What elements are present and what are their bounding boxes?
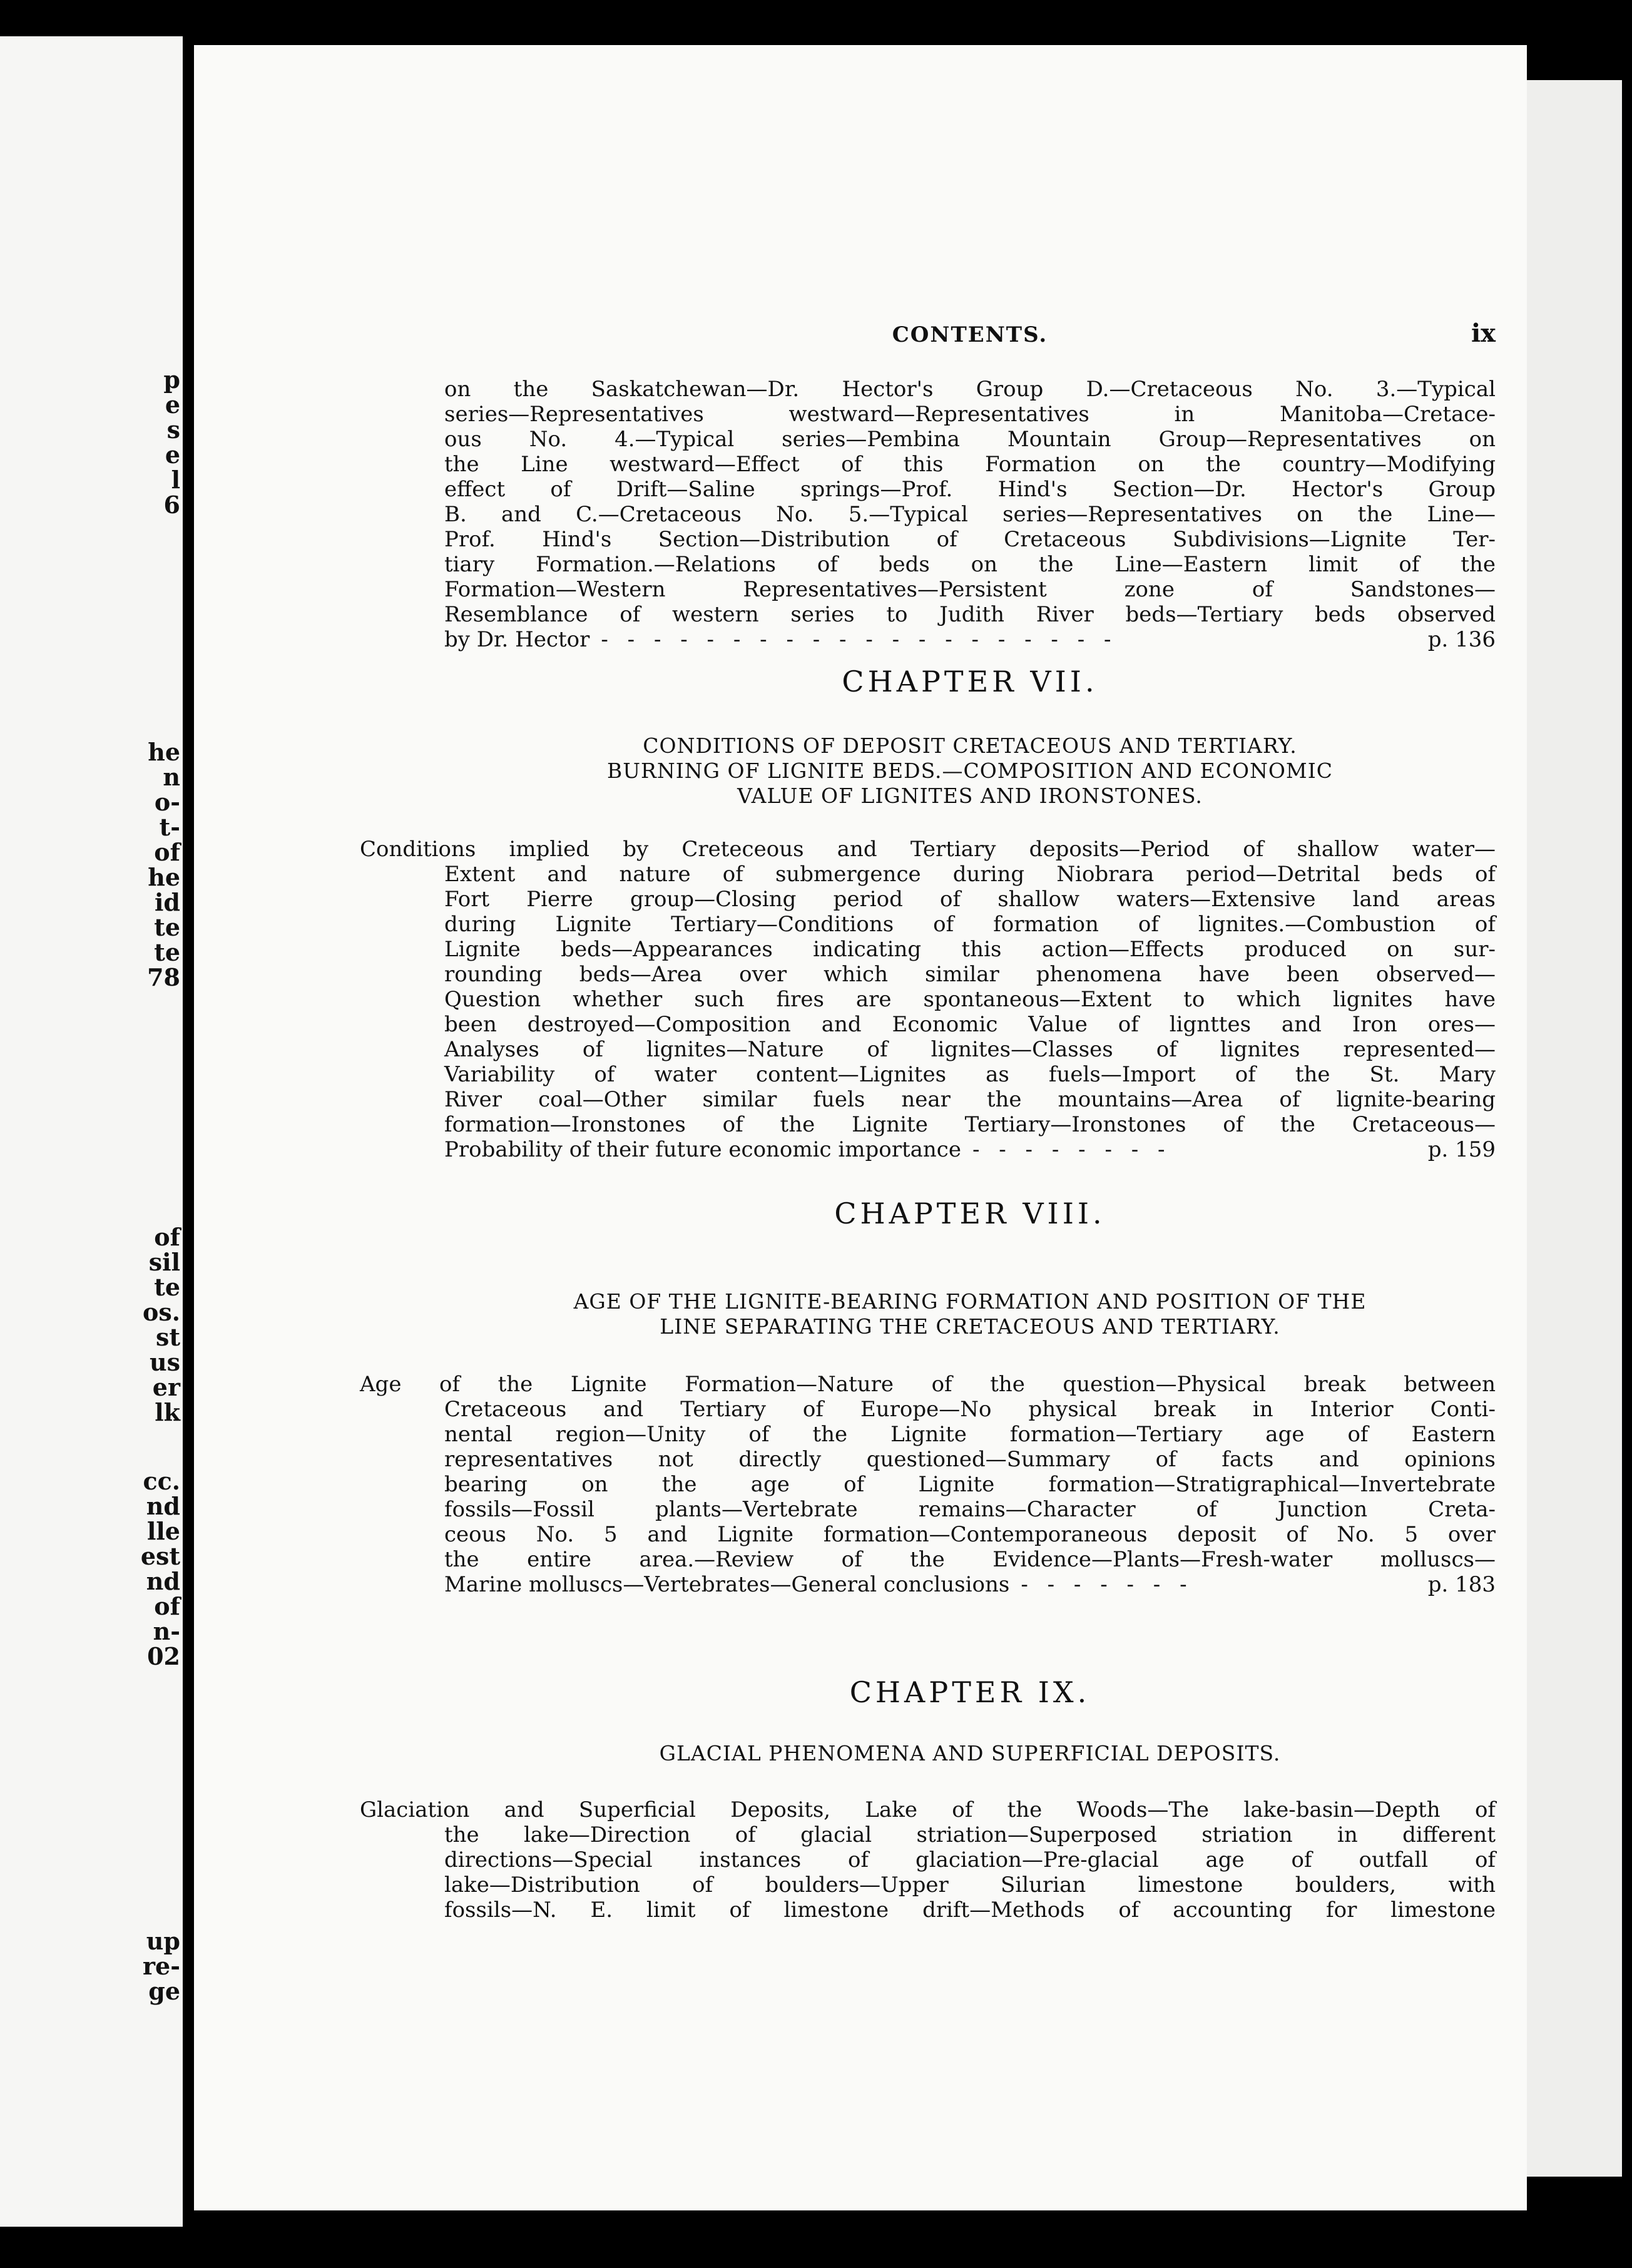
adjacent-page-edge bbox=[0, 36, 183, 2227]
chapter-title-line: AGE OF THE LIGNITE-BEARING FORMATION AND POSITION OF THE bbox=[573, 1289, 1367, 1314]
edge-fragment: ge bbox=[148, 1977, 180, 2005]
chapter-title-line: LINE SEPARATING THE CRETACEOUS AND TERTIARY. bbox=[660, 1314, 1280, 1339]
edge-fragment: id bbox=[154, 888, 180, 916]
page-reference: p. 136 bbox=[1427, 627, 1496, 652]
toc-line-with-page bbox=[444, 627, 1496, 652]
toc-entry-chapter-6 bbox=[444, 377, 1496, 652]
edge-fragment: e bbox=[165, 441, 180, 469]
edge-fragment: 02 bbox=[147, 1642, 180, 1670]
chapter-heading: CHAPTER VIII. bbox=[834, 1197, 1106, 1230]
edge-fragment: te bbox=[154, 913, 180, 941]
toc-line: tiary Formation.—Relations of beds on the Line—Eastern limit of the bbox=[444, 552, 1496, 577]
toc-line: ceous No. 5 and Lignite formation—Contemporaneous deposit of No. 5 over bbox=[444, 1522, 1496, 1547]
toc-entry-chapter-9 bbox=[360, 1797, 1496, 1923]
edge-fragment: nd bbox=[146, 1567, 180, 1595]
dot-leader: - - - - - - - - - - - - - - - - - - - - bbox=[601, 627, 1118, 652]
edge-fragment: s bbox=[166, 416, 180, 444]
edge-fragment: of bbox=[154, 1223, 180, 1251]
toc-line: Prof. Hind's Section—Distribution of Cretaceous Subdivisions—Lignite Ter- bbox=[444, 527, 1496, 552]
toc-line: representatives not directly questioned—Summary of facts and opinions bbox=[444, 1447, 1496, 1472]
toc-entry-chapter-7 bbox=[360, 837, 1496, 1162]
chapter-heading: CHAPTER IX. bbox=[849, 1675, 1091, 1709]
toc-line-text: by Dr. Hector bbox=[444, 627, 590, 652]
toc-line: Resemblance of western series to Judith River beds—Tertiary beds observed bbox=[444, 602, 1496, 627]
toc-line: Glaciation and Superficial Deposits, Lake of the Woods—The lake-basin—Depth of bbox=[360, 1797, 1496, 1822]
toc-line-with-page bbox=[360, 1137, 1496, 1162]
toc-line: lake—Distribution of boulders—Upper Silurian limestone boulders, with bbox=[444, 1872, 1496, 1898]
toc-line: Variability of water content—Lignites as fuels—Import of the St. Mary bbox=[444, 1062, 1496, 1087]
edge-fragment: te bbox=[154, 1273, 180, 1301]
edge-fragment: 6 bbox=[163, 491, 180, 519]
toc-line: bearing on the age of Lignite formation—Stratigraphical—Invertebrate bbox=[444, 1472, 1496, 1497]
toc-line: Question whether such fires are spontaneous—Extent to which lignites have bbox=[444, 987, 1496, 1012]
toc-line: River coal—Other similar fuels near the mountains—Area of lignite-bearing bbox=[444, 1087, 1496, 1112]
edge-fragment: us bbox=[149, 1348, 180, 1376]
edge-fragment: lle bbox=[146, 1517, 180, 1545]
edge-fragment: 78 bbox=[147, 963, 180, 991]
toc-line: the Line westward—Effect of this Formation on the country—Modifying bbox=[444, 452, 1496, 477]
page-reference: p. 183 bbox=[1427, 1572, 1496, 1597]
edge-fragment: n- bbox=[153, 1617, 180, 1645]
toc-line: the lake—Direction of glacial striation—Superposed striation in different bbox=[444, 1822, 1496, 1847]
toc-line: ous No. 4.—Typical series—Pembina Mountain Group—Representatives on bbox=[444, 427, 1496, 452]
toc-line: Conditions implied by Creteceous and Tertiary deposits—Period of shallow water— bbox=[360, 837, 1496, 862]
toc-line: Extent and nature of submergence during Niobrara period—Detrital beds of bbox=[444, 862, 1496, 887]
toc-line-text: Probability of their future economic importance bbox=[444, 1137, 961, 1162]
toc-line: B. and C.—Cretaceous No. 5.—Typical series—Representatives on the Line— bbox=[444, 502, 1496, 527]
dot-leader: - - - - - - - bbox=[1021, 1572, 1193, 1597]
toc-line: Fort Pierre group—Closing period of shallow waters—Extensive land areas bbox=[444, 887, 1496, 912]
edge-fragment: p bbox=[163, 365, 180, 394]
toc-line: the entire area.—Review of the Evidence—Plants—Fresh-water molluscs— bbox=[444, 1547, 1496, 1572]
edge-fragment: er bbox=[152, 1373, 180, 1401]
edge-fragment: he bbox=[148, 863, 180, 891]
page-reference: p. 159 bbox=[1427, 1137, 1496, 1162]
dot-leader: - - - - - - - - bbox=[972, 1137, 1171, 1162]
toc-line: fossils—N. E. limit of limestone drift—Methods of accounting for limestone bbox=[444, 1898, 1496, 1923]
edge-fragment: re- bbox=[143, 1952, 180, 1980]
edge-fragment: cc. bbox=[143, 1467, 180, 1495]
toc-line: been destroyed—Composition and Economic Value of lignttes and Iron ores— bbox=[444, 1012, 1496, 1037]
chapter-title-line: VALUE OF LIGNITES AND IRONSTONES. bbox=[737, 784, 1203, 808]
edge-fragment: os. bbox=[143, 1298, 180, 1326]
edge-fragment: nd bbox=[146, 1492, 180, 1520]
edge-fragment: sil bbox=[148, 1248, 180, 1276]
edge-fragment: t- bbox=[159, 813, 180, 841]
toc-line: formation—Ironstones of the Lignite Tertiary—Ironstones of the Cretaceous— bbox=[444, 1112, 1496, 1137]
edge-fragment: e bbox=[165, 391, 180, 419]
toc-line: Age of the Lignite Formation—Nature of the question—Physical break between bbox=[360, 1372, 1496, 1397]
chapter-title-line: GLACIAL PHENOMENA AND SUPERFICIAL DEPOSITS. bbox=[659, 1741, 1281, 1765]
chapter-title bbox=[444, 1289, 1496, 1339]
chapter-title bbox=[444, 1741, 1496, 1766]
edge-fragment: te bbox=[154, 938, 180, 966]
toc-line: during Lignite Tertiary—Conditions of formation of lignites.—Combustion of bbox=[444, 912, 1496, 937]
toc-line: Lignite beds—Appearances indicating this action—Effects produced on sur- bbox=[444, 937, 1496, 962]
running-head bbox=[444, 319, 1496, 354]
edge-fragment: he bbox=[148, 738, 180, 766]
edge-fragment: of bbox=[154, 1592, 180, 1620]
edge-fragment: est bbox=[140, 1542, 180, 1570]
toc-line: nental region—Unity of the Lignite formation—Tertiary age of Eastern bbox=[444, 1422, 1496, 1447]
chapter-title bbox=[444, 733, 1496, 809]
toc-line: Cretaceous and Tertiary of Europe—No physical break in Interior Conti- bbox=[444, 1397, 1496, 1422]
edge-fragment: l bbox=[171, 466, 180, 494]
toc-line: fossils—Fossil plants—Vertebrate remains—Character of Junction Creta- bbox=[444, 1497, 1496, 1522]
toc-line-with-page bbox=[360, 1572, 1496, 1597]
toc-line: series—Representatives westward—Representatives in Manitoba—Cretace- bbox=[444, 402, 1496, 427]
toc-line: rounding beds—Area over which similar phenomena have been observed— bbox=[444, 962, 1496, 987]
edge-fragment: st bbox=[156, 1323, 180, 1351]
edge-fragment: n bbox=[163, 763, 180, 791]
edge-fragment: lk bbox=[155, 1398, 180, 1426]
edge-fragment: of bbox=[154, 838, 180, 866]
toc-line: directions—Special instances of glaciation—Pre-glacial age of outfall of bbox=[444, 1847, 1496, 1872]
chapter-title-line: BURNING OF LIGNITE BEDS.—COMPOSITION AND ECONOMIC bbox=[606, 759, 1334, 783]
toc-line: Formation—Western Representatives—Persistent zone of Sandstones— bbox=[444, 577, 1496, 602]
toc-line: Analyses of lignites—Nature of lignites—Classes of lignites represented— bbox=[444, 1037, 1496, 1062]
chapter-title-line: CONDITIONS OF DEPOSIT CRETACEOUS AND TERTIARY. bbox=[643, 733, 1297, 758]
chapter-heading: CHAPTER VII. bbox=[842, 665, 1098, 698]
toc-line: on the Saskatchewan—Dr. Hector's Group D.—Cretaceous No. 3.—Typical bbox=[444, 377, 1496, 402]
page-number: ix bbox=[1471, 319, 1496, 348]
book-page bbox=[194, 45, 1527, 2210]
toc-line: effect of Drift—Saline springs—Prof. Hind's Section—Dr. Hector's Group bbox=[444, 477, 1496, 502]
toc-line-text: Marine molluscs—Vertebrates—General conclusions bbox=[444, 1572, 1010, 1597]
edge-fragment: o- bbox=[154, 788, 180, 816]
toc-entry-chapter-8 bbox=[360, 1372, 1496, 1597]
edge-fragment: up bbox=[146, 1927, 180, 1955]
running-head-title: CONTENTS. bbox=[892, 322, 1048, 347]
